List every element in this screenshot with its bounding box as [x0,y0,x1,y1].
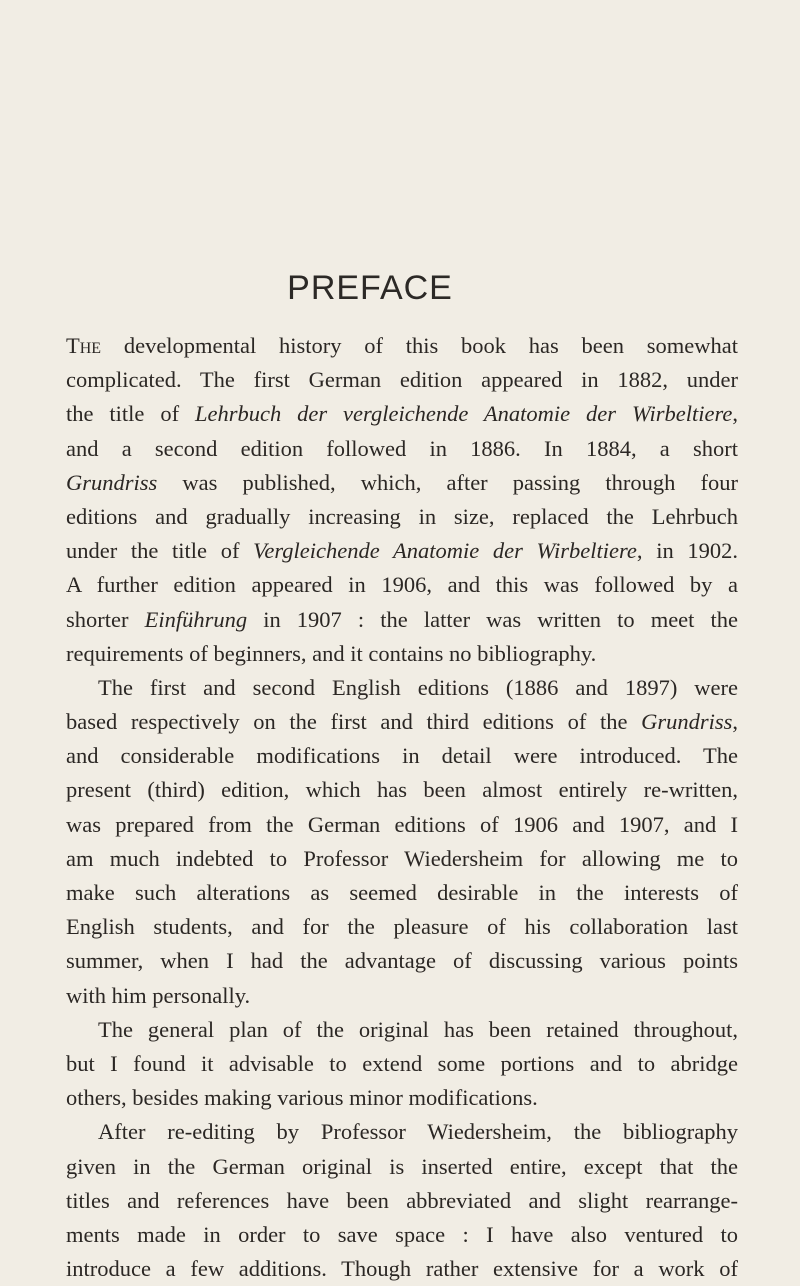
text-line [66,432,738,466]
text-run: in 1907 : the latter was written to meet the [247,606,739,632]
text-run: titles and references have been abbreviated and slight rearrange- [66,1187,738,1213]
text-line [66,1184,738,1218]
italic-text: Einführung [144,606,248,632]
text-run: summer, when I had the advantage of discussing various points [66,948,738,974]
text-line [66,466,738,500]
text-run: shorter [66,606,145,632]
text-line [66,1150,738,1184]
italic-text: Vergleichende Anatomie der Wirbeltiere [253,538,637,564]
text-run: but I found it advisable to extend some portions and to abridge [66,1050,738,1076]
text-run: , in 1902. [636,538,738,564]
text-run: complicated. The first German edition appeared in 1882, under [66,367,738,393]
text-run: with him personally. [66,982,251,1008]
text-run: under the title of [66,538,254,564]
text-line [66,603,738,637]
paragraph [66,1115,738,1286]
text-run: ments made in order to save space : I have also ventured to [66,1221,738,1247]
text-run: requirements of beginners, and it contains no bibliography. [66,640,597,666]
page-title: PREFACE [287,269,453,307]
text-run: developmental history of this book has been somewhat [101,333,738,358]
text-run: The general plan of the original has been retained throughout, [98,1016,738,1042]
text-run: The first and second English editions (1886 and 1897) were [98,674,738,700]
text-run: others, besides making various minor modifications. [66,1085,538,1111]
text-run: am much indebted to Professor Wiedersheim for allowing me to [66,845,738,871]
paragraph [66,671,738,1013]
text-run: and a second edition followed in 1886. In 1884, a short [66,435,738,461]
text-run: was prepared from the German editions of 1906 and 1907, and I [66,811,738,837]
paragraph [66,1013,738,1116]
text-line [66,1047,738,1081]
text-line [66,637,738,671]
text-run: and considerable modifications in detail were introduced. The [66,743,738,769]
text-run: introduce a few additions. Though rather extensive for a work of [66,1256,738,1282]
small-caps-text: The [66,333,102,358]
text-run: English students, and for the pleasure of his collaboration last [66,914,738,940]
text-line [66,1218,738,1252]
text-line [66,671,738,705]
text-line [66,944,738,978]
text-run: , [732,709,738,735]
text-line [66,568,738,602]
text-run: After re-editing by Professor Wiedersheim, the bibliography [98,1119,738,1145]
text-line [66,773,738,807]
text-run: A further edition appeared in 1906, and this was followed by a [66,572,738,598]
text-line [66,979,738,1013]
text-run: , [732,401,738,427]
italic-text: Grundriss [641,709,733,735]
text-line [66,739,738,773]
text-line [66,534,738,568]
text-line [66,1013,738,1047]
text-line [66,500,738,534]
text-run: make such alterations as seemed desirable in the interests of [66,880,738,905]
text-run: given in the German original is inserted entire, except that the [66,1153,738,1179]
text-line [66,363,738,397]
text-line [66,1115,738,1149]
text-line [66,876,738,910]
preface-body [66,329,738,1286]
text-run: based respectively on the first and third editions of the [66,709,642,735]
text-line [66,1252,738,1286]
text-run: the title of [66,401,195,427]
paragraph [66,329,738,671]
italic-text: Lehrbuch der vergleichende Anatomie der Wirbeltiere [194,401,733,427]
text-run: editions and gradually increasing in size, replaced the Lehrbuch [66,503,738,529]
text-line [66,910,738,944]
text-line [66,842,738,876]
text-line [66,1081,738,1115]
italic-text: Grundriss [66,469,158,495]
text-line [66,329,738,363]
text-line [66,397,738,431]
text-line [66,808,738,842]
text-line [66,705,738,739]
text-run: present (third) edition, which has been almost entirely re-written, [66,777,738,803]
text-run: was published, which, after passing through four [157,469,738,495]
